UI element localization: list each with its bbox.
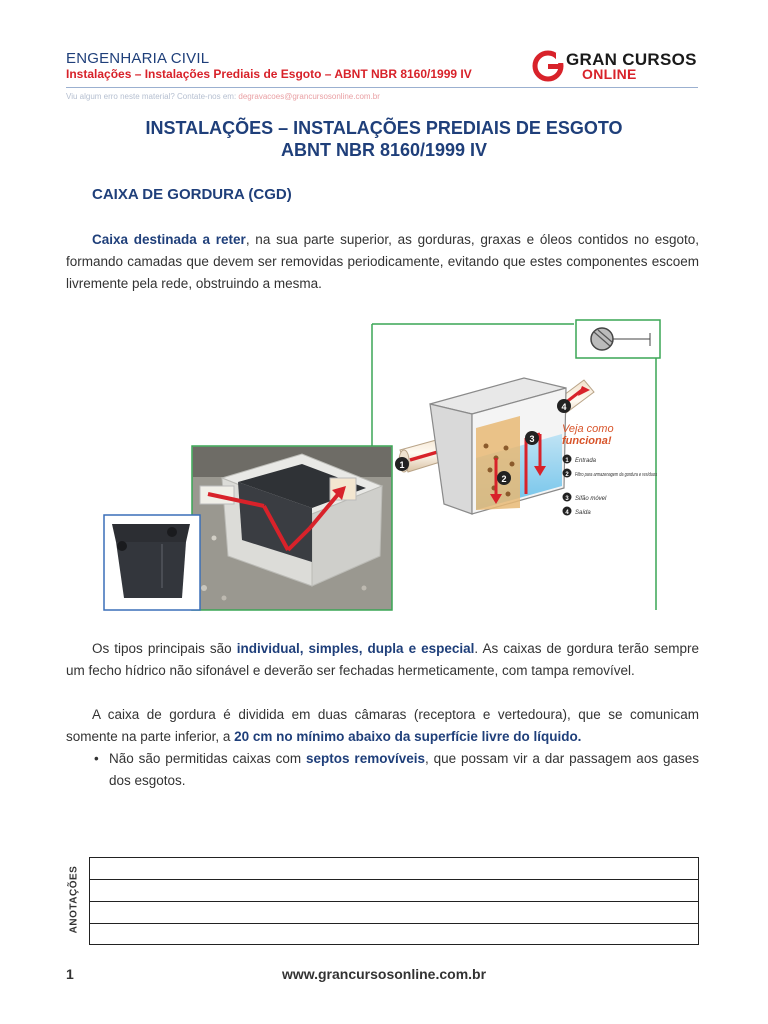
contact-text: Viu algum erro neste material? Contate-nos em:	[66, 92, 239, 101]
svg-text:1: 1	[565, 458, 569, 464]
header-divider	[66, 87, 698, 88]
notes-line[interactable]	[90, 924, 698, 946]
step-1-label: 1	[399, 460, 405, 470]
installed-trap-photo	[192, 446, 392, 610]
svg-text:2: 2	[565, 472, 569, 478]
bullet-septos: Não são permitidas caixas com septos removíveis, que possam vir a dar passagem aos gases dos esgotos.	[109, 751, 699, 788]
page-number: 1	[66, 966, 74, 982]
legend-label-2: Filtro para armazenagem da gordura e resíduos	[575, 472, 658, 478]
logo-text-online: ONLINE	[582, 66, 637, 82]
page-title-line2: ABNT NBR 8160/1999 IV	[280, 140, 488, 160]
notes-line[interactable]	[90, 902, 698, 924]
grease-trap-box	[430, 378, 566, 514]
bullet-symbol: •	[94, 751, 99, 766]
grease-trap-figure	[104, 318, 664, 614]
paragraph-chambers: A caixa de gordura é dividida em duas câmaras (receptora e vertedoura), que se comunicam somente na parte inferior, a 20 cm no mínimo abaixo da superfície livre do líquido.	[66, 707, 699, 744]
step-marker-2	[497, 471, 511, 485]
logo-g-icon	[532, 50, 564, 82]
header-contact	[66, 92, 380, 101]
step-marker-1	[395, 457, 409, 471]
paragraph-types: Os tipos principais são individual, simples, dupla e especial. As caixas de gordura terão sempre um fecho hídrico não sifonável e deverão ser fechadas hermeticamente, com tampa removível.	[66, 641, 699, 678]
logo-text-gran-cursos: GRAN CURSOS	[566, 50, 697, 69]
svg-text:3: 3	[565, 496, 569, 502]
standalone-trap-photo	[104, 515, 200, 610]
section-heading: CAIXA DE GORDURA (CGD)	[92, 186, 292, 203]
step-3-label: 3	[529, 434, 535, 444]
svg-text:4: 4	[565, 510, 569, 516]
footer-url-link[interactable]: www.grancursosonline.com.br	[281, 966, 487, 982]
notes-line[interactable]	[90, 880, 698, 902]
paragraph-definition	[66, 229, 699, 295]
page-title-line1: INSTALAÇÕES – INSTALAÇÕES PREDIAIS DE ESGOTO	[145, 118, 623, 138]
notes-label: ANOTAÇÕES	[68, 865, 80, 934]
header-subject: ENGENHARIA CIVIL	[66, 50, 210, 67]
legend-label-4: Saída	[575, 510, 591, 516]
legend-label-3: Sifão móvel	[575, 496, 607, 502]
notes-line[interactable]	[90, 858, 698, 880]
gran-cursos-logo[interactable]	[532, 50, 702, 84]
how-it-works-line1: Veja como	[562, 423, 614, 435]
legend-label-1: Entrada	[575, 458, 597, 464]
step-2-label: 2	[501, 474, 507, 484]
types-highlight: individual, simples, dupla e especial	[236, 641, 475, 656]
definition-text: , na sua parte superior, as gorduras, graxas e óleos contidos no esgoto, formando camadas que devem ser removidas periodicamente, evitando que estes componentes escoem livremente pela rede, obstruindo a mesma.	[66, 232, 700, 291]
how-it-works-line2: funciona!	[562, 435, 612, 447]
step-marker-4	[557, 399, 571, 413]
contact-email-link[interactable]: degravacoes@grancursosonline.com.br	[238, 92, 380, 101]
definition-highlight: Caixa destinada a reter	[92, 232, 246, 247]
chambers-highlight: 20 cm no mínimo abaixo da superfície livre do líquido.	[234, 729, 582, 744]
notes-box[interactable]	[89, 857, 699, 945]
header-topic: Instalações – Instalações Prediais de Esgoto – ABNT NBR 8160/1999 IV	[66, 67, 472, 81]
septos-highlight: septos removíveis	[306, 751, 425, 766]
step-4-label: 4	[561, 402, 567, 412]
step-marker-3	[525, 431, 539, 445]
